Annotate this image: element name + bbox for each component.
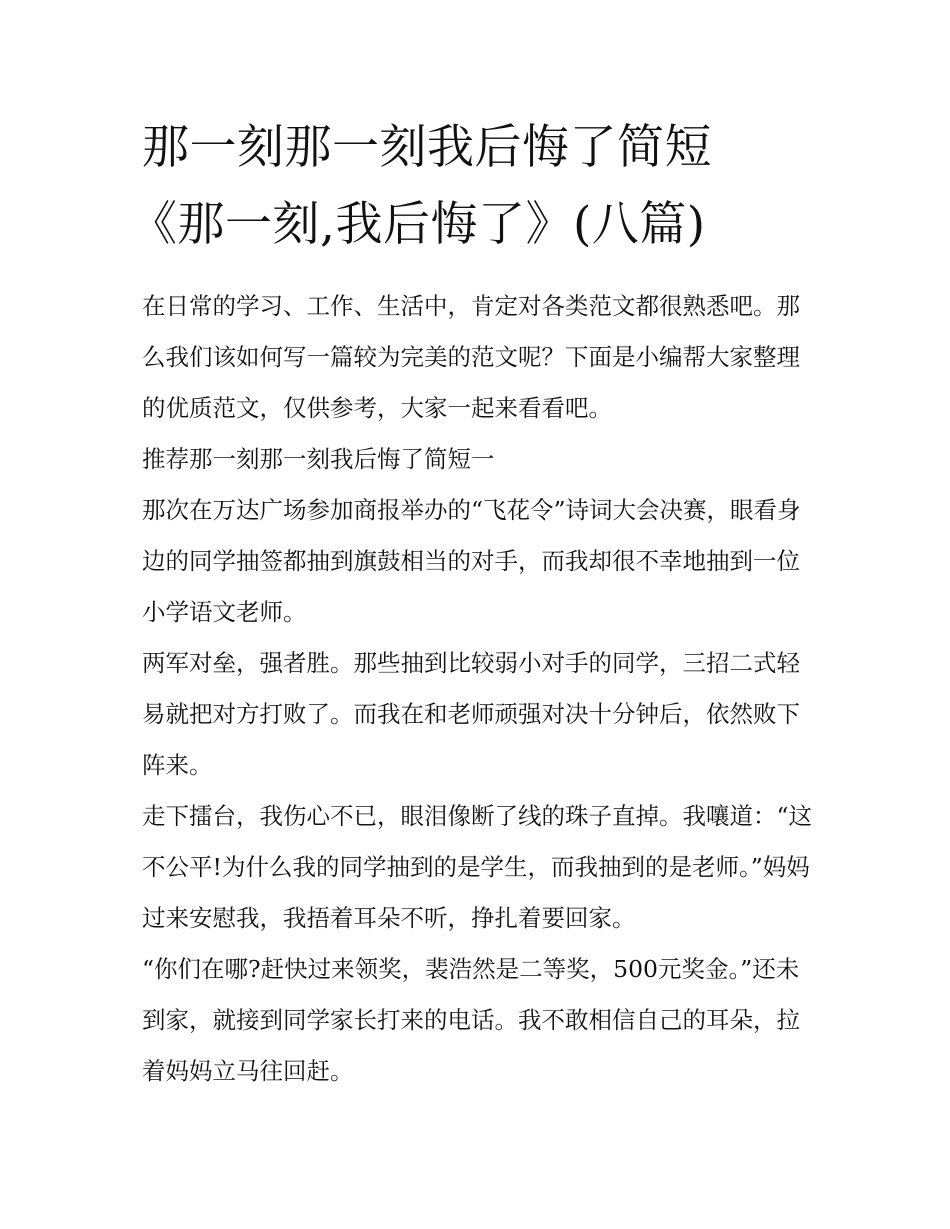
title-line-1: 那一刻那一刻我后悔了简短 [142,120,712,175]
body-paragraph: 两军对垒，强者胜。那些抽到比较弱小对手的同学，三招二式轻易就把对方打败了。而我在和老师顽强对决十分钟后，依然败下阵来。 [142,649,800,779]
body-paragraph: “你们在哪?赶快过来领奖，裴浩然是二等奖，500元奖金。”还未到家，就接到同学家长打来的电话。我不敢相信自己的耳朵，拉着妈妈立马往回赶。 [142,955,800,1085]
intro-paragraph: 在日常的学习、工作、生活中，肯定对各类范文都很熟悉吧。那么我们该如何写一篇较为完美的范文呢？下面是小编帮大家整理的优质范文，仅供参考，大家一起来看看吧。 [142,292,800,422]
section-heading: 推荐那一刻那一刻我后悔了简短一 [142,445,495,473]
title-line-2: 《那一刻,我后悔了》(八篇) [130,197,706,252]
body-paragraph: 走下擂台，我伤心不已，眼泪像断了线的珠子直掉。我嚷道：“这不公平!为什么我的同学抽到的是学生，而我抽到的是老师。”妈妈过来安慰我，我捂着耳朵不听，挣扎着要回家。 [142,802,813,932]
document-title [130,120,822,252]
document-body [142,281,814,1097]
body-paragraph: 那次在万达广场参加商报举办的“飞花令”诗词大会决赛，眼看身边的同学抽签都抽到旗鼓相当的对手，而我却很不幸地抽到一位小学语文老师。 [142,496,801,626]
